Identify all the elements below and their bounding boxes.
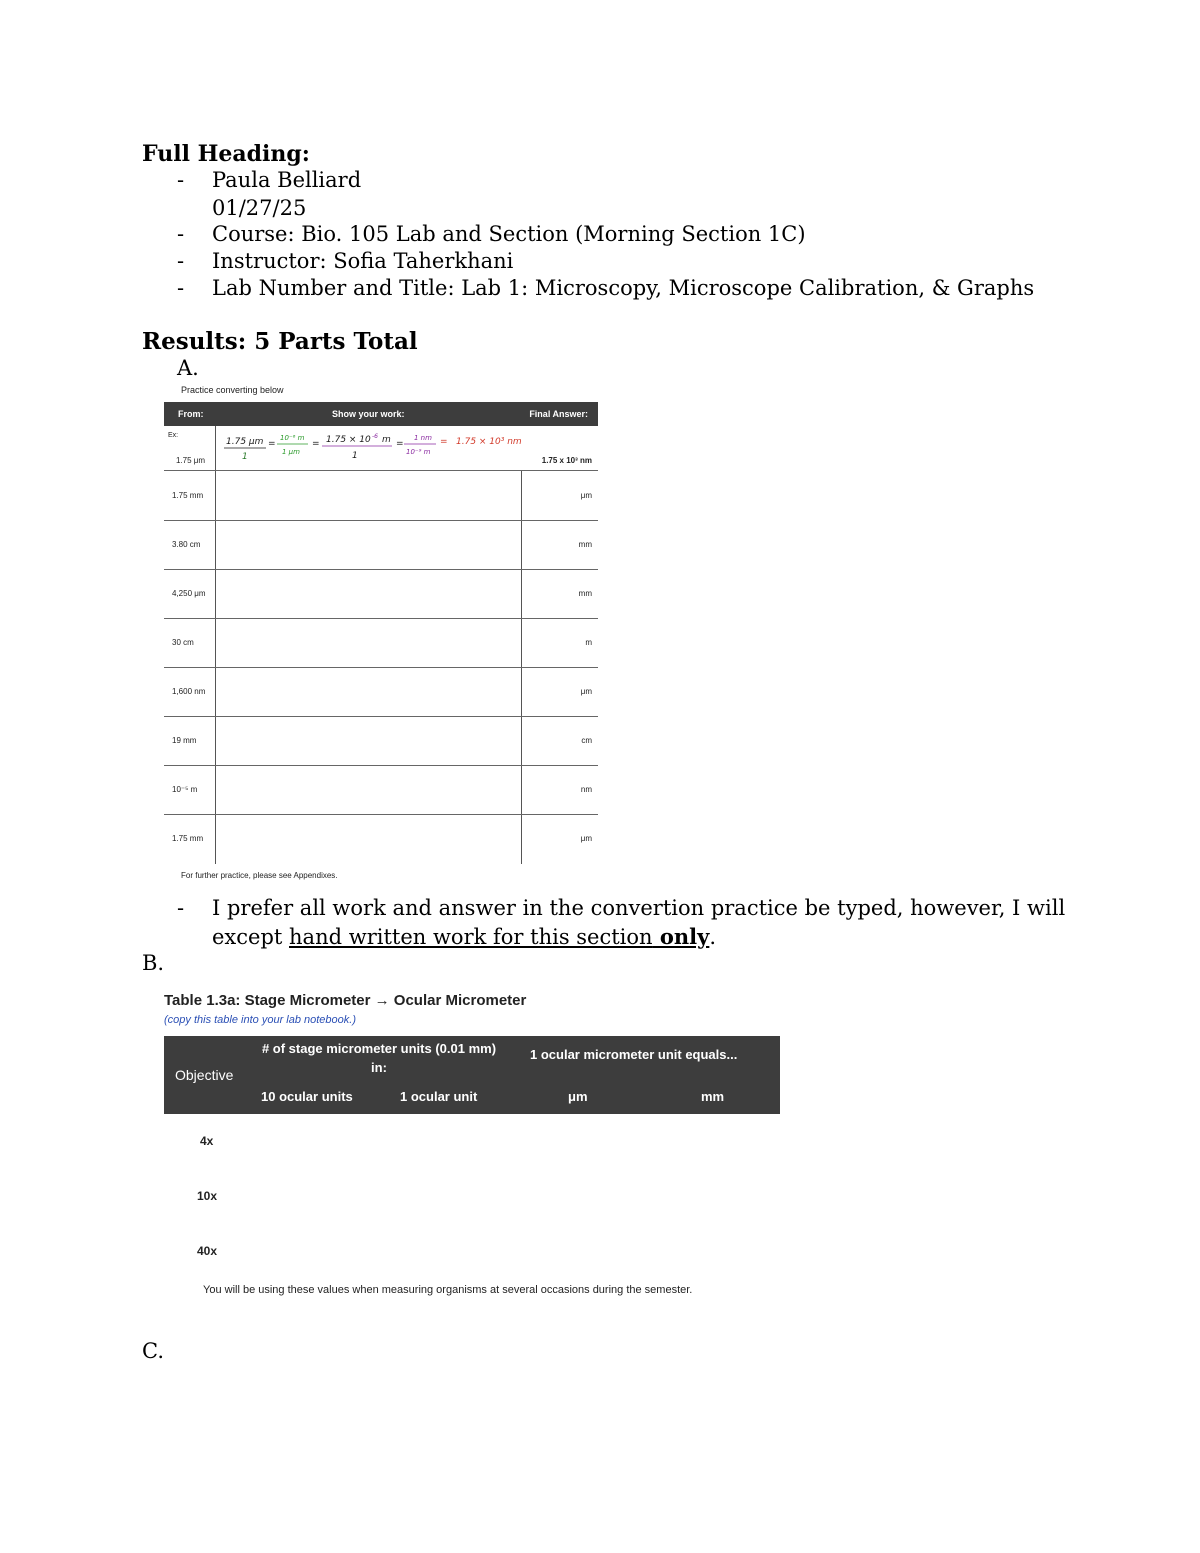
svg-text:=: = <box>440 437 448 447</box>
example-label: Ex: <box>168 432 179 439</box>
heading-item <box>0 249 1200 275</box>
objective-40x: 40x <box>197 1244 218 1258</box>
svg-text:1.75 μm: 1.75 μm <box>226 437 264 447</box>
svg-text:=: = <box>268 439 276 449</box>
objective-10x: 10x <box>197 1189 218 1203</box>
example-from: 1.75 μm <box>176 456 206 465</box>
svg-text:=: = <box>396 439 404 449</box>
header-ocular-equals: 1 ocular micrometer unit equals... <box>530 1047 738 1062</box>
svg-text:1 nm: 1 nm <box>414 434 432 442</box>
header-work: Show your work: <box>332 409 405 419</box>
course: Course: Bio. 105 Lab and Section (Morning Section 1C) <box>212 222 806 246</box>
row-from: 30 cm <box>172 638 194 647</box>
heading-title: Full Heading: <box>142 141 310 167</box>
table-footer: You will be using these values when measuring organisms at several occasions during the semester. <box>203 1284 693 1296</box>
note-line <box>0 896 1200 922</box>
bullet: - <box>177 168 185 192</box>
svg-text:10⁻⁹ m: 10⁻⁹ m <box>406 448 431 456</box>
part-b-label: B. <box>142 951 165 975</box>
table-row <box>164 569 598 619</box>
row-from: 3.80 cm <box>172 540 201 549</box>
row-from: 1.75 mm <box>172 491 204 500</box>
table-title: Table 1.3a: Stage Micrometer → Ocular Micrometer <box>164 992 527 1009</box>
row-to-unit: μm <box>580 687 592 696</box>
row-from: 1,600 nm <box>172 687 206 696</box>
part-c-label: C. <box>142 1339 164 1363</box>
row-to-unit: μm <box>580 491 592 500</box>
handwritten-work <box>222 432 522 464</box>
bullet: - <box>177 276 185 300</box>
instructor: Instructor: Sofia Taherkhani <box>212 249 514 273</box>
svg-text:1: 1 <box>352 451 358 461</box>
header-mm: mm <box>701 1089 725 1104</box>
svg-text:=: = <box>312 439 320 449</box>
svg-text:m: m <box>382 435 391 445</box>
table-row <box>164 520 598 570</box>
svg-text:1: 1 <box>242 452 248 462</box>
date: 01/27/25 <box>212 196 307 220</box>
row-to-unit: μm <box>580 834 592 843</box>
row-from: 1.75 mm <box>172 834 204 843</box>
header-one-unit: 1 ocular unit <box>400 1089 478 1104</box>
heading-item <box>0 276 1200 302</box>
practice-caption: Practice converting below <box>181 385 284 395</box>
note-line <box>212 924 716 949</box>
objective-4x: 4x <box>200 1134 214 1148</box>
row-to-unit: nm <box>580 785 592 794</box>
row-to-unit: cm <box>581 736 592 745</box>
table-row <box>164 716 598 766</box>
part-a-label: A. <box>177 356 199 380</box>
heading-item <box>0 196 1200 222</box>
row-from: 19 mm <box>172 736 197 745</box>
header-from: From: <box>178 409 204 419</box>
svg-text:1.75 × 10: 1.75 × 10 <box>326 435 371 445</box>
table-header <box>164 402 598 426</box>
header-ten-units: 10 ocular units <box>261 1089 353 1104</box>
header-final: Final Answer: <box>529 409 588 419</box>
table-row <box>164 618 598 668</box>
row-to-unit: m <box>585 638 592 647</box>
note-underlined: hand written work for this section <box>289 925 653 949</box>
note-text: I prefer all work and answer in the convertion practice be typed, however, I will <box>212 896 1066 920</box>
row-to-unit: mm <box>578 589 592 598</box>
note-period: . <box>709 925 717 949</box>
header-objective: Objective <box>175 1067 234 1083</box>
table-row <box>164 471 598 521</box>
student-name: Paula Belliard <box>212 168 362 192</box>
lab-title: Lab Number and Title: Lab 1: Microscopy, Microscope Calibration, & Graphs <box>212 276 1035 300</box>
table-header <box>164 1036 780 1114</box>
heading-item <box>0 222 1200 248</box>
table-subtitle: (copy this table into your lab notebook.) <box>164 1014 357 1026</box>
svg-text:1.75 × 10³ nm: 1.75 × 10³ nm <box>456 437 522 447</box>
bullet: - <box>177 222 185 246</box>
svg-text:-6: -6 <box>372 433 378 440</box>
heading-item <box>0 168 1200 194</box>
row-to-unit: mm <box>578 540 592 549</box>
example-answer: 1.75 x 10³ nm <box>541 456 592 465</box>
table-row <box>164 814 598 863</box>
header-stage-units: # of stage micrometer units (0.01 mm) in: <box>261 1041 497 1075</box>
results-title: Results: 5 Parts Total <box>142 328 418 355</box>
practice-footer: For further practice, please see Appendixes. <box>181 871 338 880</box>
conversion-practice-table <box>164 380 598 880</box>
svg-text:10⁻⁶ m: 10⁻⁶ m <box>280 434 305 442</box>
svg-text:1 μm: 1 μm <box>282 448 300 456</box>
table-row <box>164 667 598 717</box>
header-um: μm <box>568 1089 588 1104</box>
bullet: - <box>177 896 185 920</box>
row-from: 4,250 μm <box>172 589 206 598</box>
table-row <box>164 765 598 815</box>
example-row <box>164 426 598 470</box>
note-text: except <box>212 925 290 949</box>
note-emphasis: only <box>652 924 710 949</box>
bullet: - <box>177 249 185 273</box>
calibration-table <box>164 990 780 1300</box>
row-from: 10⁻⁵ m <box>172 785 198 794</box>
